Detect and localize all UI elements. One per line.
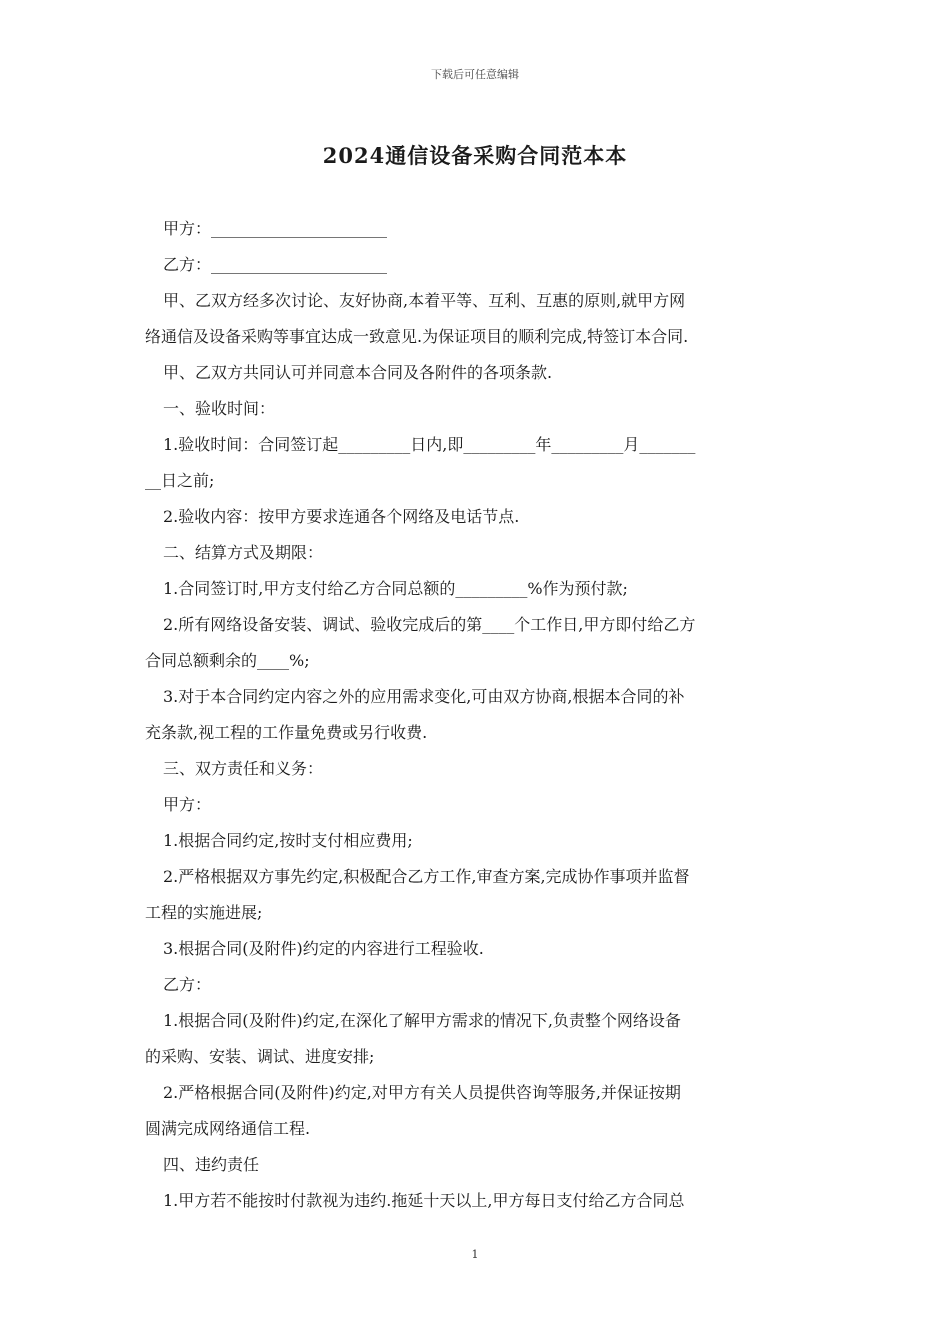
text-line: 甲方： xyxy=(163,795,212,814)
text-line: 充条款,视工程的工作量免费或另行收费. xyxy=(145,723,428,742)
text-line: __日之前; xyxy=(145,471,215,490)
text-line: 乙方：______________________ xyxy=(163,255,388,274)
contract-body xyxy=(145,211,805,1219)
text-line: 一、验收时间： xyxy=(163,399,276,418)
text-line: 2.严格根据双方事先约定,积极配合乙方工作,审查方案,完成协作事项并监督 xyxy=(163,867,690,886)
header-note: 下载后可任意编辑 xyxy=(431,68,519,81)
text-line: 3.对于本合同约定内容之外的应用需求变化,可由双方协商,根据本合同的补 xyxy=(163,687,685,706)
text-line: 合同总额剩余的____%; xyxy=(145,651,310,670)
text-line: 甲方：______________________ xyxy=(163,219,388,238)
text-line: 乙方： xyxy=(163,975,212,994)
text-line: 1.根据合同(及附件)约定,在深化了解甲方需求的情况下,负责整个网络设备 xyxy=(163,1011,681,1030)
text-line: 甲、乙双方共同认可并同意本合同及各附件的各项条款. xyxy=(163,363,553,382)
text-line: 络通信及设备采购等事宜达成一致意见.为保证项目的顺利完成,特签订本合同. xyxy=(145,327,689,346)
text-line: 1.甲方若不能按时付款视为违约.拖延十天以上,甲方每日支付给乙方合同总 xyxy=(163,1191,685,1210)
text-line: 四、违约责任 xyxy=(163,1155,260,1174)
text-line: 工程的实施进展; xyxy=(145,903,263,922)
text-line: 三、双方责任和义务： xyxy=(163,759,324,778)
text-line: 2.严格根据合同(及附件)约定,对甲方有关人员提供咨询等服务,并保证按期 xyxy=(163,1083,681,1102)
text-line: 1.合同签订时,甲方支付给乙方合同总额的_________%作为预付款; xyxy=(163,579,628,598)
text-line: 二、结算方式及期限： xyxy=(163,543,324,562)
text-line: 1.根据合同约定,按时支付相应费用; xyxy=(163,831,413,850)
text-line: 3.根据合同(及附件)约定的内容进行工程验收. xyxy=(163,939,484,958)
document-title: 2024通信设备采购合同范本本 xyxy=(322,143,628,168)
text-line: 2.所有网络设备安装、调试、验收完成后的第____个工作日,甲方即付给乙方 xyxy=(163,615,696,634)
text-line: 2.验收内容：按甲方要求连通各个网络及电话节点. xyxy=(163,507,520,526)
text-line: 圆满完成网络通信工程. xyxy=(145,1119,311,1138)
page-number: 1 xyxy=(471,1248,479,1261)
text-line: 的采购、安装、调试、进度安排; xyxy=(145,1047,375,1066)
text-line: 甲、乙双方经多次讨论、友好协商,本着平等、互利、互惠的原则,就甲方网 xyxy=(163,291,686,310)
text-line: 1.验收时间：合同签订起_________日内,即_________年_________月_______ xyxy=(163,435,696,454)
